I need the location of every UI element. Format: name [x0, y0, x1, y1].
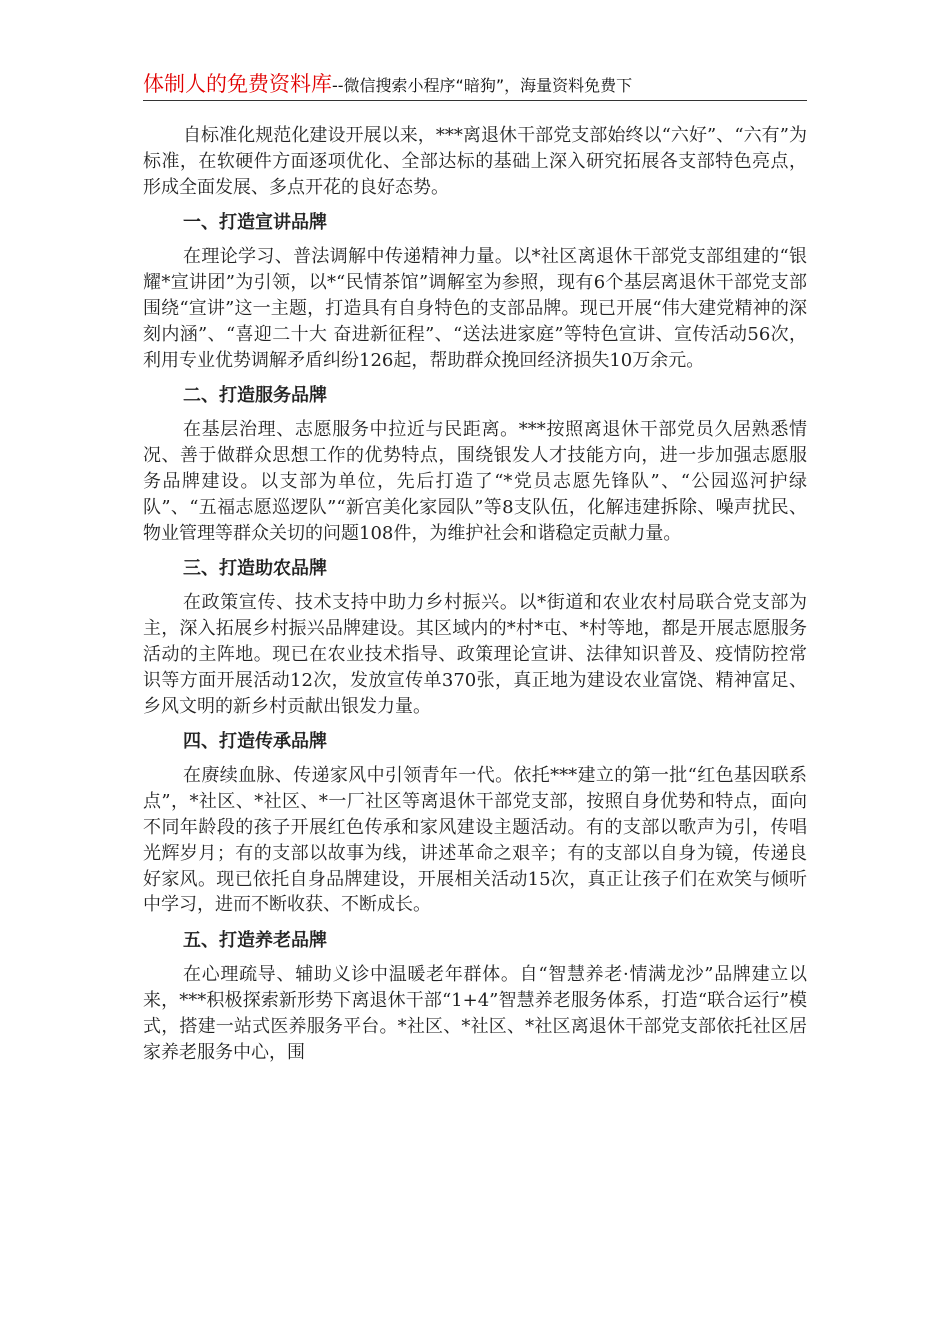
section-paragraph: 在赓续血脉、传递家风中引领青年一代。依托***建立的第一批“红色基因联系点”，*社区、*社区、*一厂社区等离退休干部党支部，按照自身优势和特点，面向不同年龄段的孩子开展红色传承和家风建设主题活动。有的支部以歌声为引，传唱光辉岁月；有的支部以故事为线，讲述革命之艰辛；有的支部以自身为镜，传递良好家风。现已依托自身品牌建设，开展相关活动15次，真正让孩子们在欢笑与倾听中学习，进而不断收获、不断成长。	[143, 765, 807, 916]
section-heading: 五、打造养老品牌	[183, 930, 327, 952]
section-service	[143, 383, 807, 546]
intro-paragraph: 自标准化规范化建设开展以来，***离退休干部党支部始终以“六好”、“六有”为标准，在软硬件方面逐项优化、全部达标的基础上深入研究拓展各支部特色亮点，形成全面发展、多点开花的良好态势。	[143, 125, 807, 198]
page-header	[143, 68, 808, 102]
section-publicity	[143, 210, 807, 373]
document-body	[143, 123, 807, 1065]
section-heading: 一、打造宣讲品牌	[183, 212, 327, 234]
header-brand: 体制人的免费资料库	[143, 72, 332, 96]
header-divider	[143, 100, 807, 101]
section-agriculture	[143, 556, 807, 719]
section-heading: 四、打造传承品牌	[183, 731, 327, 753]
section-elderly-care	[143, 928, 807, 1065]
section-paragraph: 在心理疏导、辅助义诊中温暖老年群体。自“智慧养老·情满龙沙”品牌建立以来，***积极探索新形势下离退休干部“1+4”智慧养老服务体系，打造“联合运行”模式，搭建一站式医养服务平台。*社区、*社区、*社区离退休干部党支部依托社区居家养老服务中心，围	[143, 964, 807, 1063]
section-paragraph: 在基层治理、志愿服务中拉近与民距离。***按照离退休干部党员久居熟悉情况、善于做群众思想工作的优势特点，围绕银发人才技能方向，进一步加强志愿服务品牌建设。以支部为单位，先后打造了“*党员志愿先锋队”、“公园巡河护绿队”、“五福志愿巡逻队”“新宫美化家园队”等8支队伍，化解违建拆除、噪声扰民、物业管理等群众关切的问题108件，为维护社会和谐稳定贡献力量。	[143, 419, 807, 544]
section-heading: 三、打造助农品牌	[183, 558, 327, 580]
header-tagline: --微信搜索小程序“暗狗”，海量资料免费下	[332, 76, 633, 95]
section-paragraph: 在理论学习、普法调解中传递精神力量。以*社区离退休干部党支部组建的“银耀*宣讲团”为引领，以*“民情茶馆”调解室为参照，现有6个基层离退休干部党支部围绕“宣讲”这一主题，打造具有自身特色的支部品牌。现已开展“伟大建党精神的深刻内涵”、“喜迎二十大 奋进新征程”、“送法进家庭”等特色宣讲、宣传活动56次，利用专业优势调解矛盾纠纷126起，帮助群众挽回经济损失10万余元。	[143, 246, 807, 371]
section-heritage	[143, 729, 807, 918]
section-heading: 二、打造服务品牌	[183, 385, 327, 407]
section-paragraph: 在政策宣传、技术支持中助力乡村振兴。以*街道和农业农村局联合党支部为主，深入拓展乡村振兴品牌建设。其区域内的*村*屯、*村等地，都是开展志愿服务活动的主阵地。现已在农业技术指导、政策理论宣讲、法律知识普及、疫情防控常识等方面开展活动12次，发放宣传单370张，真正地为建设农业富饶、精神富足、乡风文明的新乡村贡献出银发力量。	[143, 592, 807, 717]
